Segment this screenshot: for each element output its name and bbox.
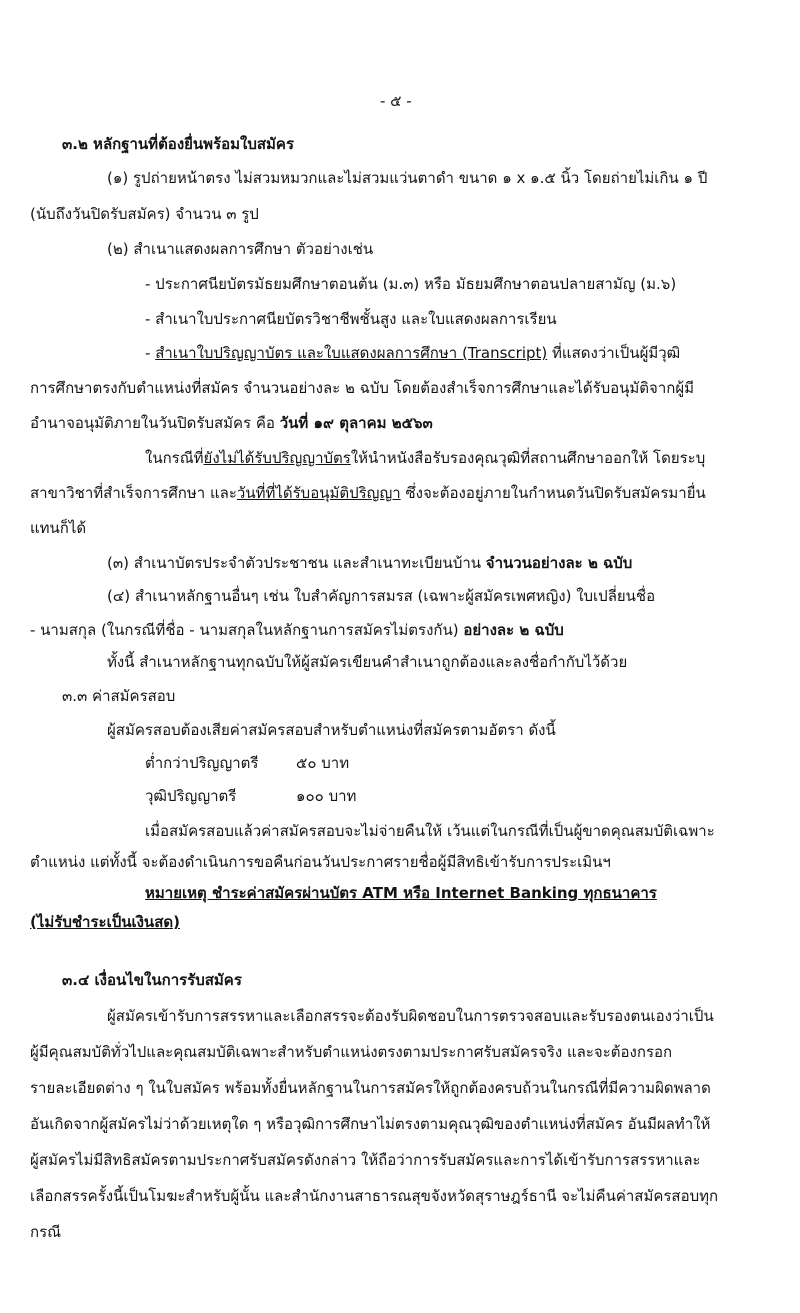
item-3: (๓) สำเนาบัตรประจำตัวประชาชน และสำเนาทะเบียนบ้าน จำนวนอย่างละ ๒ ฉบับ — [107, 554, 633, 572]
condition-line-4: อันเกิดจากผู้สมัครไม่ว่าด้วยเหตุใด ๆ หรือวุฒิการศึกษาไม่ตรงตามคุณวุฒิของตำแหน่งที่สมัคร อันมีผลทำให้ — [30, 1115, 711, 1133]
condition-line-3: รายละเอียดต่าง ๆ ในใบสมัคร พร้อมทั้งยื่นหลักฐานในการสมัครให้ถูกต้องครบถ้วนในกรณีที่มีความผิดพลาด — [30, 1079, 711, 1097]
fee-row-1-amount: ๕๐ บาท — [296, 754, 350, 772]
section-3-4-heading: ๓.๔ เงื่อนไขในการรับสมัคร — [62, 971, 242, 989]
payment-remark-line-1: หมายเหตุ ชำระค่าสมัครผ่านบัตร ATM หรือ Internet Banking ทุกธนาคาร — [145, 884, 657, 902]
item-1-line-1: (๑) รูปถ่ายหน้าตรง ไม่สวมหมวกและไม่สวมแว่นตาดำ ขนาด ๑ x ๑.๕ นิ้ว โดยถ่ายไม่เกิน ๑ ปี — [107, 169, 708, 187]
section-3-3-heading: ๓.๓ ค่าสมัครสอบ — [62, 687, 176, 705]
fee-row-2-level: วุฒิปริญญาตรี — [145, 787, 237, 805]
bullet-3-line-2: การศึกษาตรงกับตำแหน่งที่สมัคร จำนวนอย่างละ ๒ ฉบับ โดยต้องสำเร็จการศึกษาและได้รับอนุมัติจากผู้มี — [30, 379, 695, 397]
degree-pending-line-1: ในกรณีที่ยังไม่ได้รับปริญญาบัตรให้นำหนังสือรับรองคุณวุฒิที่สถานศึกษาออกให้ โดยระบุ — [145, 449, 706, 467]
payment-remark-line-2: (ไม่รับชำระเป็นเงินสด) — [30, 913, 180, 931]
condition-line-1: ผู้สมัครเข้ารับการสรรหาและเลือกสรรจะต้องรับผิดชอบในการตรวจสอบและรับรองตนเองว่าเป็น — [107, 1007, 714, 1025]
bullet-3-line-3: อำนาจอนุมัติภายในวันปิดรับสมัคร คือ วันที่ ๑๙ ตุลาคม ๒๕๖๓ — [30, 414, 433, 432]
transcript-requirement: สำเนาใบปริญญาบัตร และใบแสดงผลการศึกษา (Transcript) — [155, 344, 548, 362]
condition-line-5: ผู้สมัครไม่มีสิทธิสมัครตามประกาศรับสมัครดังกล่าว ให้ถือว่าการรับสมัครและการได้เข้ารับการสรรหาและ — [30, 1151, 701, 1169]
refund-line-1: เมื่อสมัครสอบแล้วค่าสมัครสอบจะไม่จ่ายคืนให้ เว้นแต่ในกรณีที่เป็นผู้ขาดคุณสมบัติเฉพาะ — [145, 822, 715, 840]
refund-line-2: ตำแหน่ง แต่ทั้งนี้ จะต้องดำเนินการขอคืนก่อนวันประกาศรายชื่อผู้มีสิทธิเข้ารับการประเมินฯ — [30, 853, 611, 871]
condition-line-7: กรณี — [30, 1223, 62, 1241]
item-2-title: (๒) สำเนาแสดงผลการศึกษา ตัวอย่างเช่น — [107, 240, 374, 258]
fee-row-2-amount: ๑๐๐ บาท — [296, 787, 357, 805]
fee-row-1-level: ต่ำกว่าปริญญาตรี — [145, 754, 259, 772]
bullet-2: - สำเนาใบประกาศนียบัตรวิชาชีพชั้นสูง และใบแสดงผลการเรียน — [145, 310, 557, 328]
closing-date: วันที่ ๑๙ ตุลาคม ๒๕๖๓ — [279, 414, 433, 432]
approval-date: วันที่ที่ได้รับอนุมัติปริญญา — [236, 484, 401, 502]
fee-intro: ผู้สมัครสอบต้องเสียค่าสมัครสอบสำหรับตำแหน่งที่สมัครตามอัตรา ดังนี้ — [107, 721, 556, 739]
copies-note: ทั้งนี้ สำเนาหลักฐานทุกฉบับให้ผู้สมัครเขียนคำสำเนาถูกต้องและลงชื่อกำกับไว้ด้วย — [107, 653, 628, 671]
page-number: - ๕ - — [380, 92, 412, 110]
bullet-1: - ประกาศนียบัตรมัธยมศึกษาตอนต้น (ม.๓) หรือ มัธยมศึกษาตอนปลายสามัญ (ม.๖) — [145, 275, 677, 293]
item-1-line-2: (นับถึงวันปิดรับสมัคร) จำนวน ๓ รูป — [30, 205, 259, 223]
condition-line-2: ผู้มีคุณสมบัติทั่วไปและคุณสมบัติเฉพาะสำหรับตำแหน่งตรงตามประกาศรับสมัครจริง และจะต้องกรอก — [30, 1043, 673, 1061]
no-degree-yet: ยังไม่ได้รับปริญญาบัตร — [203, 449, 351, 467]
section-3-2-heading: ๓.๒ หลักฐานที่ต้องยื่นพร้อมใบสมัคร — [62, 135, 295, 153]
degree-pending-line-3: แทนก็ได้ — [30, 519, 87, 537]
bullet-3-line-1: - สำเนาใบปริญญาบัตร และใบแสดงผลการศึกษา (Transcript) ที่แสดงว่าเป็นผู้มีวุฒิ — [145, 344, 681, 362]
item-4-line-2: - นามสกุล (ในกรณีที่ชื่อ - นามสกุลในหลักฐานการสมัครไม่ตรงกัน) อย่างละ ๒ ฉบับ — [30, 621, 564, 639]
condition-line-6: เลือกสรรครั้งนี้เป็นโมฆะสำหรับผู้นั้น และสำนักงานสาธารณสุขจังหวัดสุราษฎร์ธานี จะไม่คืนค่าสมัครสอบทุก — [30, 1187, 719, 1205]
degree-pending-line-2: สาขาวิชาที่สำเร็จการศึกษา และวันที่ที่ได้รับอนุมัติปริญญา ซึ่งจะต้องอยู่ภายในกำหนดวันปิดรับสมัครมายื่น — [30, 484, 706, 502]
item-4-line-1: (๔) สำเนาหลักฐานอื่นๆ เช่น ใบสำคัญการสมรส (เฉพาะผู้สมัครเพศหญิง) ใบเปลี่ยนชื่อ — [107, 587, 656, 605]
